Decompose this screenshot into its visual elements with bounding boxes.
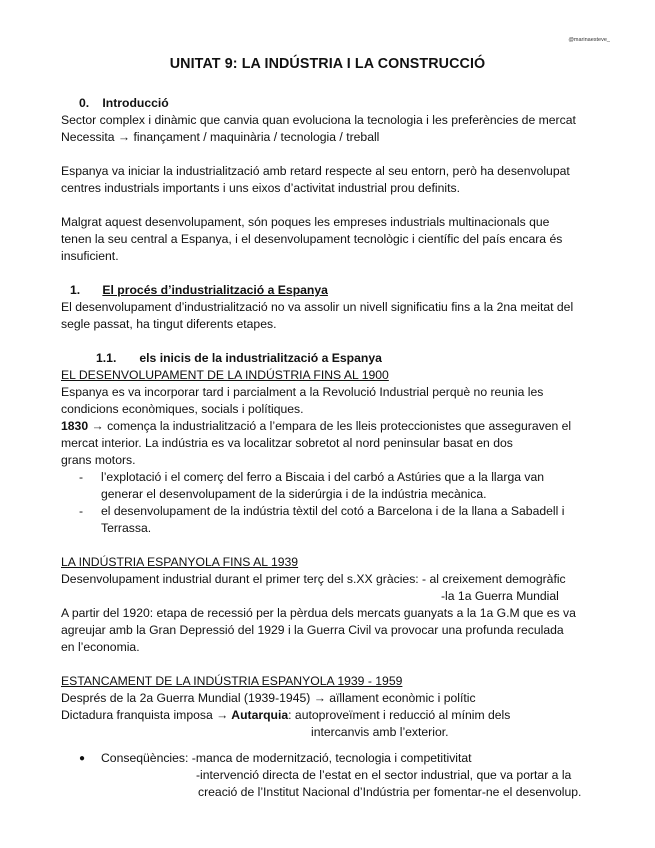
dash-line: Terrassa. [101, 521, 152, 535]
body-line: mercat interior. La indústria es va localitzar sobretot al nord peninsular basat en dos [61, 436, 513, 450]
section-1-number: 1. [70, 283, 81, 297]
intro-line: Sector complex i dinàmic que canvia quan evoluciona la tecnologia i les preferències de mercat [61, 113, 576, 127]
year-text: → comença la industrialització a l’empara de les lleis proteccionistes que asseguraven el [88, 419, 572, 433]
dash-line: el desenvolupament de la indústria tèxtil del cotó a Barcelona i de la llana a Sabadell i [101, 504, 565, 518]
body-line: A partir del 1920: etapa de recessió per la pèrdua dels mercats guanyats a la 1a G.M que es va [61, 606, 576, 620]
intro-line: Malgrat aquest desenvolupament, són poques les empreses industrials multinacionals que [61, 215, 550, 229]
body-line: Espanya es va incorporar tard i parcialment a la Revolució Industrial perquè no reunia les [61, 385, 544, 399]
dash-marker: - [79, 470, 84, 484]
intro-line: Necessita → finançament / maquinària / tecnologia / treball [61, 130, 380, 144]
subsection-heading: ESTANCAMENT DE LA INDÚSTRIA ESPANYOLA 1939 - 1959 [61, 674, 403, 688]
intro-line: Espanya va iniciar la industrialització amb retard respecte al seu entorn, però ha desenvolupat [61, 164, 570, 178]
autarquia-def: : autoproveïment i reducció al mínim dels [288, 708, 511, 722]
dash-item [61, 469, 617, 503]
dash-marker: - [79, 504, 84, 518]
dash-item [61, 503, 617, 537]
page-title: UNITAT 9: LA INDÚSTRIA I LA CONSTRUCCIÓ [169, 56, 486, 72]
body-line: El desenvolupament d’industrialització no va assolir un nivell significatiu fins a la 2na meitat del [61, 300, 574, 314]
dash-line: l’explotació i el comerç del ferro a Biscaia i del carbó a Astúries que a la llarga van [101, 470, 545, 484]
body-line: en l’economia. [61, 640, 140, 654]
section-1-1-heading [61, 350, 617, 367]
section-1-1-number: 1.1. [96, 351, 117, 365]
body-line: -la 1a Guerra Mundial [441, 589, 559, 603]
bullet-marker: ● [79, 753, 86, 764]
body-line: grans motors. [61, 453, 136, 467]
year-label: 1830 [61, 419, 89, 433]
author-handle: @marinaesteve_ [568, 37, 610, 43]
autarquia-term: Autarquia [231, 708, 289, 722]
autarquia-intro: Dictadura franquista imposa [61, 708, 217, 722]
dash-line: generar el desenvolupament de la siderúrgia i de la indústria mecànica. [101, 487, 487, 501]
document-body [61, 95, 617, 801]
section-1-title: El procés d’industrialització a Espanya [102, 283, 328, 297]
section-0-title: Introducció [102, 96, 169, 110]
section-1-1-title: els inicis de la industrialització a Espanya [139, 351, 382, 365]
intro-line: insuficient. [61, 249, 119, 263]
body-line: Després de la 2a Guerra Mundial (1939-1945) → aïllament econòmic i polític [61, 691, 476, 705]
intro-line: centres industrials importants i uns eixos d’activitat industrial prou definits. [61, 181, 460, 195]
body-line: agreujar amb la Gran Depressió del 1929 i la Guerra Civil va provocar una profunda reculada [61, 623, 564, 637]
body-line: segle passat, ha tingut diferents etapes. [61, 317, 277, 331]
bullet-line: Conseqüències: -manca de modernització, tecnologia i competitivitat [101, 751, 472, 765]
bullet-line: creació de l’Institut Nacional d’Indústria per fomentar-ne el desenvolup. [198, 785, 582, 799]
section-1-heading [61, 282, 617, 299]
bullet-item [61, 750, 617, 801]
body-line: intercanvis amb l’exterior. [311, 725, 449, 739]
autarquia-arrow: → [216, 708, 232, 722]
body-line [61, 418, 617, 435]
body-line [61, 707, 617, 724]
bullet-line: -intervenció directa de l’estat en el sector industrial, que va portar a la [196, 768, 572, 782]
body-line: condicions econòmiques, socials i polítiques. [61, 402, 304, 416]
section-0-heading [61, 95, 617, 112]
subsection-heading: EL DESENVOLUPAMENT DE LA INDÚSTRIA FINS AL 1900 [61, 368, 389, 382]
intro-line: tenen la seu central a Espanya, i el desenvolupament tecnològic i científic del país encara és [61, 232, 563, 246]
subsection-heading: LA INDÚSTRIA ESPANYOLA FINS AL 1939 [61, 555, 299, 569]
section-0-number: 0. [79, 96, 90, 110]
body-line: Desenvolupament industrial durant el primer terç del s.XX gràcies: - al creixement demogràfic [61, 572, 566, 586]
